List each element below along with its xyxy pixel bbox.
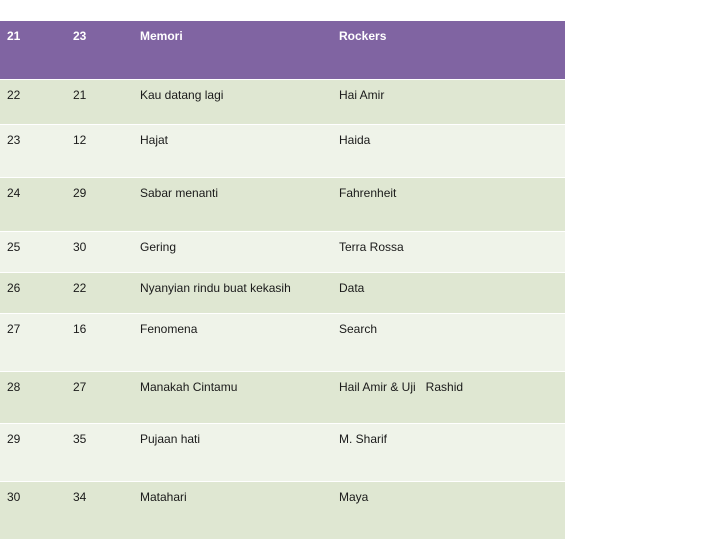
cell-previous: 35: [73, 432, 87, 446]
table-row: [0, 314, 565, 372]
cell-rank: 29: [7, 432, 21, 446]
cell-title: Matahari: [140, 490, 187, 504]
cell-title: Kau datang lagi: [140, 88, 224, 102]
cell-artist: M. Sharif: [339, 432, 388, 446]
cell-previous: 16: [73, 322, 87, 336]
cell-previous: 21: [73, 88, 87, 102]
cell-artist: Search: [339, 322, 378, 336]
song-table: [0, 21, 565, 540]
cell-title: Fenomena: [140, 322, 198, 336]
table-row: [0, 482, 565, 540]
header-cell-rank: 21: [7, 29, 21, 43]
cell-rank: 30: [7, 490, 21, 504]
table-row: [0, 125, 565, 178]
cell-rank: 28: [7, 380, 21, 394]
cell-title: Manakah Cintamu: [140, 380, 238, 394]
cell-rank: 23: [7, 133, 21, 147]
cell-artist: Terra Rossa: [339, 240, 404, 254]
header-cell-previous: 23: [73, 29, 87, 43]
cell-previous: 22: [73, 281, 87, 295]
cell-previous: 34: [73, 490, 87, 504]
cell-rank: 27: [7, 322, 21, 336]
header-cell-artist: Rockers: [339, 29, 387, 43]
cell-title: Sabar menanti: [140, 186, 219, 200]
cell-artist: Hai Amir: [339, 88, 385, 102]
table-row: [0, 273, 565, 314]
cell-rank: 26: [7, 281, 21, 295]
cell-artist: Maya: [339, 490, 369, 504]
cell-artist: Data: [339, 281, 365, 295]
table-row: [0, 424, 565, 482]
cell-rank: 24: [7, 186, 21, 200]
cell-title: Nyanyian rindu buat kekasih: [140, 281, 291, 295]
cell-rank: 25: [7, 240, 21, 254]
cell-previous: 29: [73, 186, 87, 200]
cell-title: Pujaan hati: [140, 432, 201, 446]
cell-previous: 27: [73, 380, 87, 394]
header-cell-title: Memori: [140, 29, 183, 43]
table-header-row: [0, 21, 565, 80]
cell-previous: 12: [73, 133, 87, 147]
cell-rank: 22: [7, 88, 21, 102]
table-row: [0, 80, 565, 125]
cell-title: Hajat: [140, 133, 169, 147]
table-row: [0, 372, 565, 424]
table-row: [0, 178, 565, 232]
cell-title: Gering: [140, 240, 177, 254]
cell-artist: Fahrenheit: [339, 186, 397, 200]
cell-previous: 30: [73, 240, 87, 254]
table-row: [0, 232, 565, 273]
cell-artist: Haida: [339, 133, 371, 147]
cell-artist: Hail Amir & Uji Rashid: [339, 380, 464, 394]
